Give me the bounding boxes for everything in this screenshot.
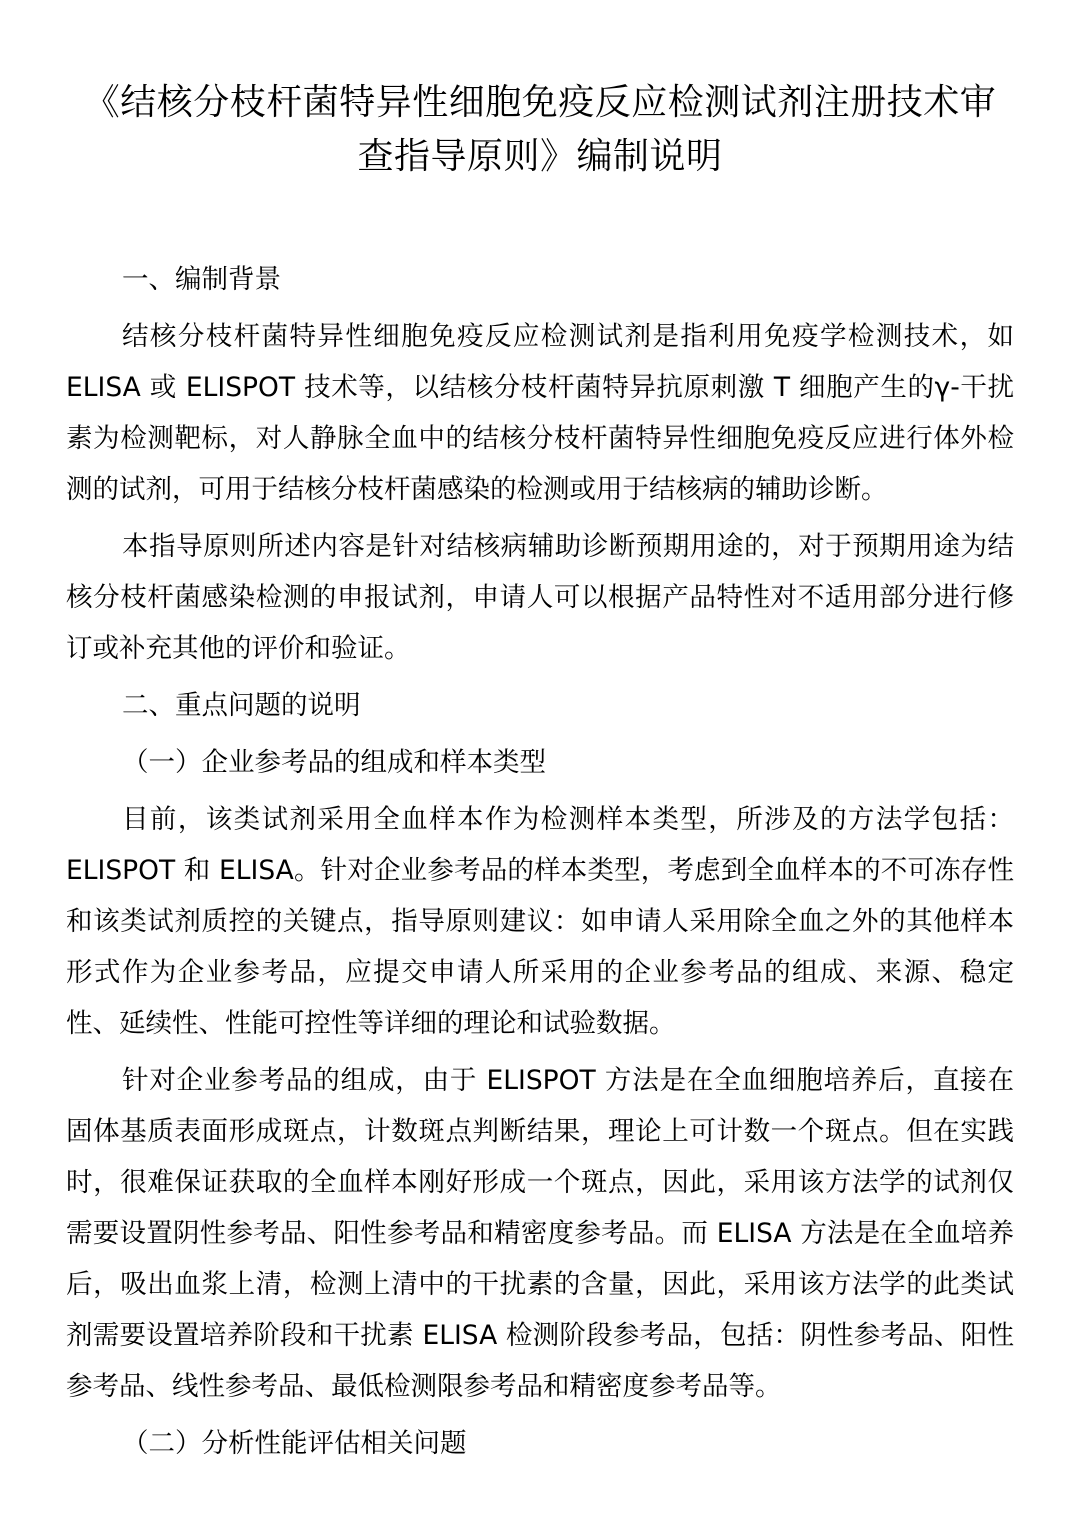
document-body (66, 254, 1014, 1469)
paragraph-sample-type: 目前，该类试剂采用全血样本作为检测样本类型，所涉及的方法学包括：ELISPOT 和 ELISA。针对企业参考品的样本类型，考虑到全血样本的不可冻存性和该类试剂质控的关键点，指导原则建议：如申请人采用除全血之外的其他样本形式作为企业参考品，应提交申请人所采用的企业参考品的组成、来源、稳定性、延续性、性能可控性等详细的理论和试验数据。 (66, 804, 1014, 1039)
section-heading-background: 一、编制背景 (122, 264, 281, 295)
paragraph-scope: 本指导原则所述内容是针对结核病辅助诊断预期用途的，对于预期用途为结核分枝杆菌感染检测的申报试剂，申请人可以根据产品特性对不适用部分进行修订或补充其他的评价和验证。 (66, 531, 1014, 664)
document-title: 《结核分枝杆菌特异性细胞免疫反应检测试剂注册技术审查指导原则》编制说明 (83, 82, 997, 177)
section-heading-key-issues: 二、重点问题的说明 (122, 690, 361, 721)
subheading-reference-materials: （一）企业参考品的组成和样本类型 (122, 747, 546, 778)
paragraph-definition: 结核分枝杆菌特异性细胞免疫反应检测试剂是指利用免疫学检测技术，如 ELISA 或 ELISPOT 技术等，以结核分枝杆菌特异抗原刺激 T 细胞产生的γ-干扰素为检测靶标，对人静脉全血中的结核分枝杆菌特异性细胞免疫反应进行体外检测的试剂，可用于结核分枝杆菌感染的检测或用于结核病的辅助诊断。 (66, 321, 1014, 505)
paragraph-reference-composition: 针对企业参考品的组成，由于 ELISPOT 方法是在全血细胞培养后，直接在固体基质表面形成斑点，计数斑点判断结果，理论上可计数一个斑点。但在实践时，很难保证获取的全血样本刚好形成一个斑点，因此，采用该方法学的试剂仅需要设置阴性参考品、阳性参考品和精密度参考品。而 ELISA 方法是在全血培养后，吸出血浆上清，检测上清中的干扰素的含量，因此，采用该方法学的此类试剂需要设置培养阶段和干扰素 ELISA 检测阶段参考品，包括：阴性参考品、阳性参考品、线性参考品、最低检测限参考品和精密度参考品等。 (66, 1065, 1014, 1402)
subheading-analytical-performance: （二）分析性能评估相关问题 (122, 1428, 467, 1459)
